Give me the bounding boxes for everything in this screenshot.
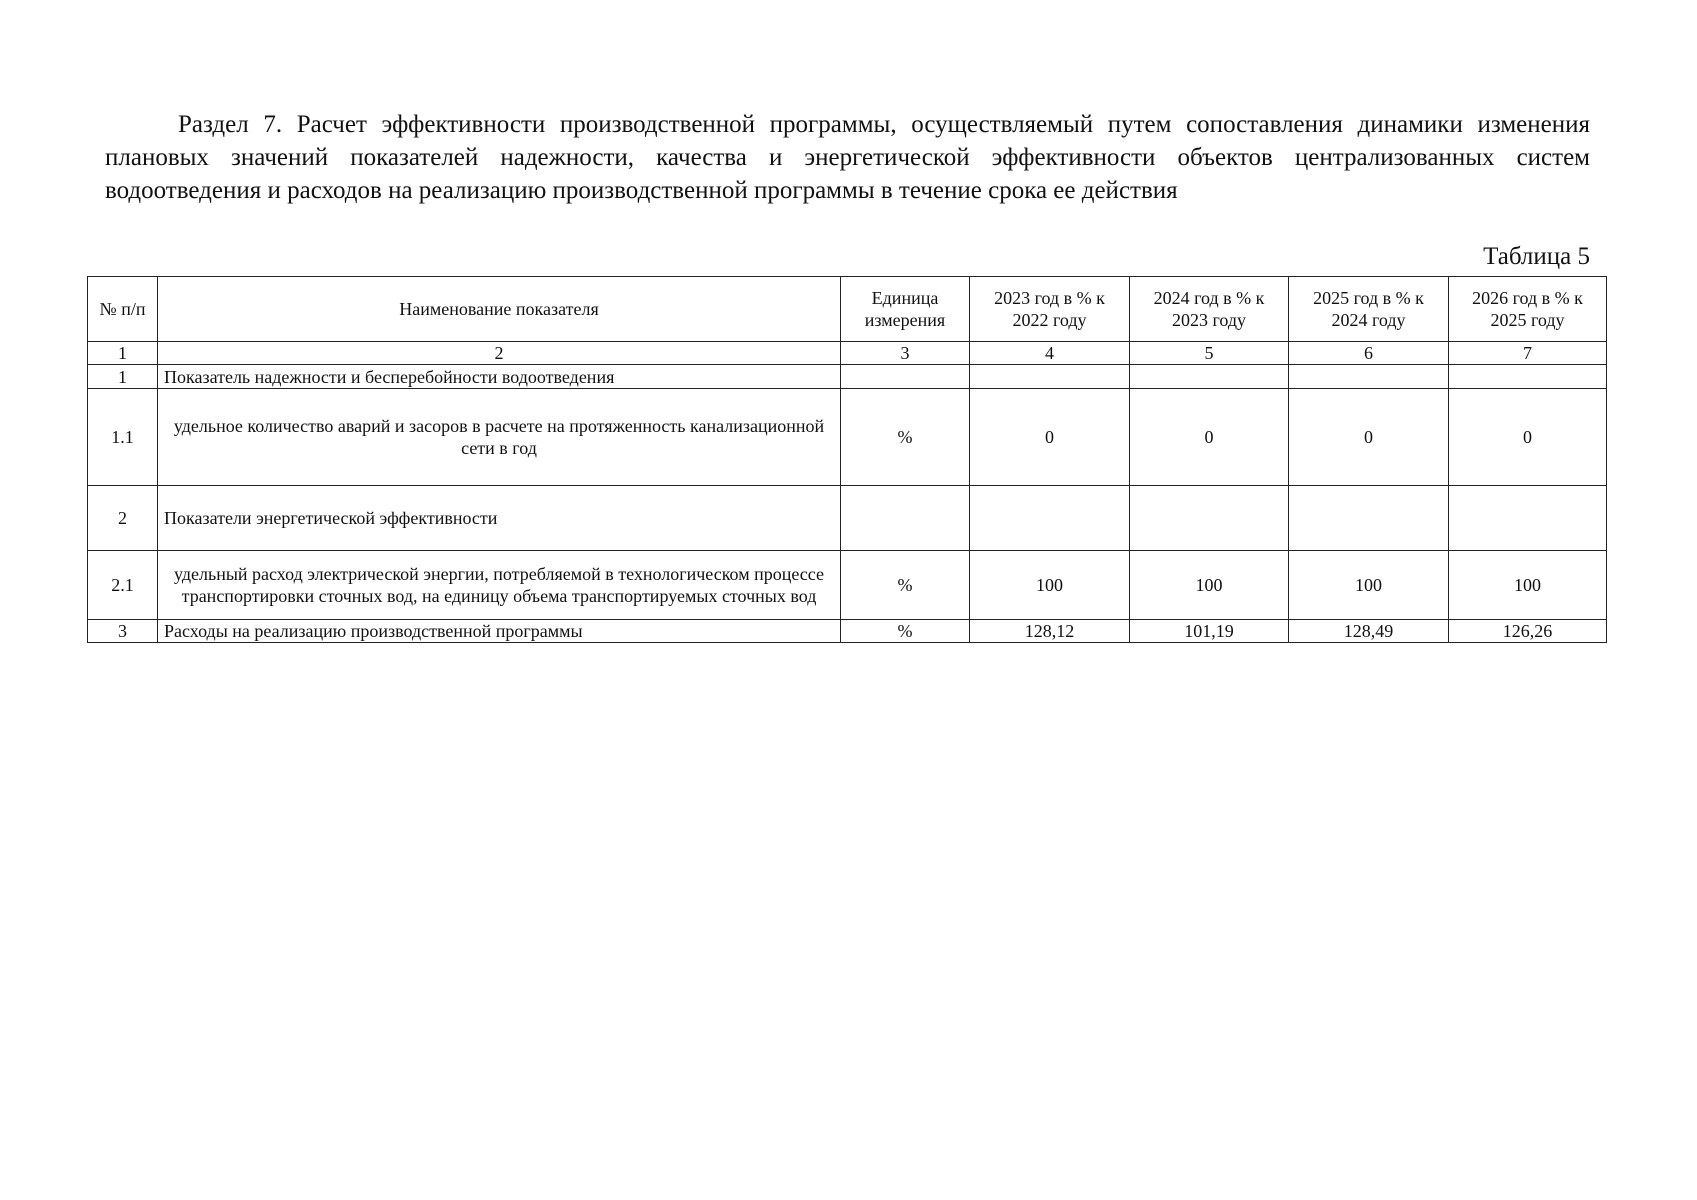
- row-value-2024: [1130, 486, 1289, 551]
- row-num: 1.1: [88, 389, 158, 486]
- row-value-2024: 100: [1130, 551, 1289, 620]
- row-value-2025: [1289, 486, 1449, 551]
- row-unit: [841, 365, 970, 389]
- row-name: Расходы на реализацию производственной программы: [158, 620, 841, 643]
- row-value-2025: [1289, 365, 1449, 389]
- row-value-2026: 126,26: [1449, 620, 1607, 643]
- header-unit: Единица измерения: [841, 277, 970, 342]
- header-num: № п/п: [88, 277, 158, 342]
- table-row: [88, 620, 1607, 643]
- row-value-2026: [1449, 486, 1607, 551]
- header-2024: 2024 год в % к 2023 году: [1130, 277, 1289, 342]
- row-value-2025: 100: [1289, 551, 1449, 620]
- section-heading: Раздел 7. Расчет эффективности производственной программы, осуществляемый путем сопоставления динамики изменения плановых значений показателей надежности, качества и энергетической эффективности объектов централизованных систем водоотведения и расходов на реализацию производственной программы в течение срока ее действия: [105, 111, 1590, 204]
- row-value-2024: 101,19: [1130, 620, 1289, 643]
- row-name: Показатель надежности и бесперебойности водоотведения: [158, 365, 841, 389]
- row-value-2025: 0: [1289, 389, 1449, 486]
- column-number: 5: [1130, 342, 1289, 365]
- row-name: удельное количество аварий и засоров в расчете на протяженность канализационной сети в год: [158, 389, 841, 486]
- row-num: 3: [88, 620, 158, 643]
- row-num: 2: [88, 486, 158, 551]
- column-number: 4: [970, 342, 1130, 365]
- row-unit: %: [841, 389, 970, 486]
- row-value-2025: 128,49: [1289, 620, 1449, 643]
- row-num: 2.1: [88, 551, 158, 620]
- table-row: [88, 389, 1607, 486]
- column-number: 6: [1289, 342, 1449, 365]
- row-value-2023: 0: [970, 389, 1130, 486]
- row-value-2023: [970, 486, 1130, 551]
- table-row: [88, 365, 1607, 389]
- header-name: Наименование показателя: [158, 277, 841, 342]
- header-2023: 2023 год в % к 2022 году: [970, 277, 1130, 342]
- row-unit: [841, 486, 970, 551]
- row-value-2024: 0: [1130, 389, 1289, 486]
- row-value-2023: [970, 365, 1130, 389]
- column-number: 2: [158, 342, 841, 365]
- column-number-row: [88, 342, 1607, 365]
- row-unit: %: [841, 551, 970, 620]
- row-value-2024: [1130, 365, 1289, 389]
- row-value-2026: 0: [1449, 389, 1607, 486]
- row-unit: %: [841, 620, 970, 643]
- efficiency-table: [87, 276, 1607, 643]
- table-row: [88, 486, 1607, 551]
- row-value-2026: [1449, 365, 1607, 389]
- column-number: 3: [841, 342, 970, 365]
- row-value-2026: 100: [1449, 551, 1607, 620]
- row-num: 1: [88, 365, 158, 389]
- row-name: Показатели энергетической эффективности: [158, 486, 841, 551]
- table-header-row: [88, 277, 1607, 342]
- column-number: 7: [1449, 342, 1607, 365]
- header-2025: 2025 год в % к 2024 году: [1289, 277, 1449, 342]
- header-2026: 2026 год в % к 2025 году: [1449, 277, 1607, 342]
- row-value-2023: 128,12: [970, 620, 1130, 643]
- row-value-2023: 100: [970, 551, 1130, 620]
- column-number: 1: [88, 342, 158, 365]
- row-name: удельный расход электрической энергии, потребляемой в технологическом процессе транспортировки сточных вод, на единицу объема транспортируемых сточных вод: [158, 551, 841, 620]
- table-row: [88, 551, 1607, 620]
- table-caption: Таблица 5: [1483, 243, 1590, 270]
